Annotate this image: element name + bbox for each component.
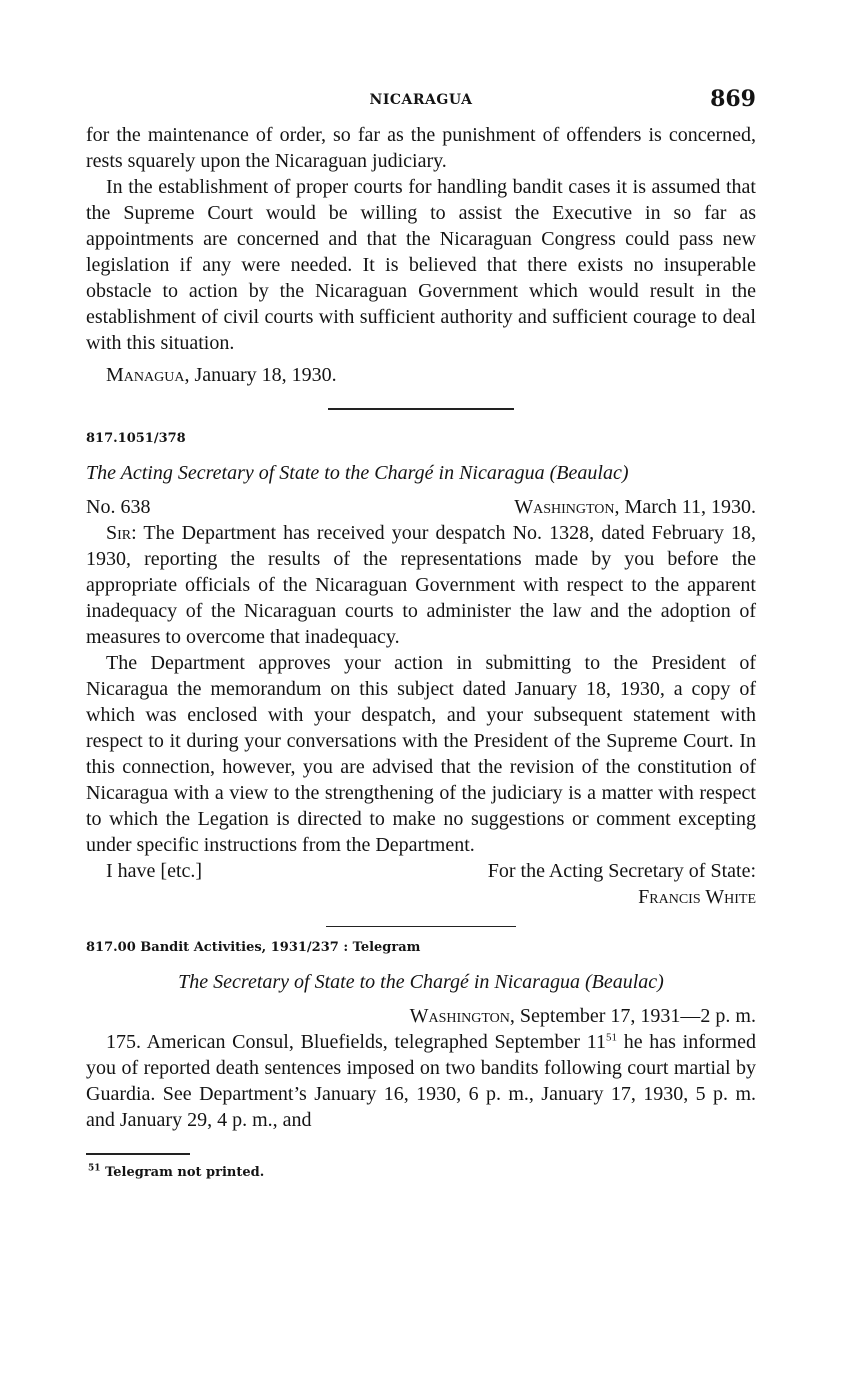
signatory: Francis White: [638, 885, 756, 908]
document-telegram-175: [86, 939, 756, 1133]
closing: I have [etc.]: [106, 859, 203, 882]
page-header: [86, 86, 756, 122]
section-divider: [326, 926, 516, 928]
date-text: , January 18, 1930.: [184, 364, 337, 386]
document-title: The Acting Secretary of State to the Chargé in Nicaragua (Beaulac): [86, 461, 629, 484]
paragraph: In the establishment of proper courts for handling bandit cases it is assumed that the Supreme Court would be willing to assist the Executive in so far as appointments are concerned and that the Nicaraguan Congress could pass new legislation if any were needed. It is believed that there exists no insuperable obstacle to action by the Nicaraguan Government which would result in the establishment of civil courts with sufficient authority and sufficient courage to deal with this situation.: [86, 176, 756, 354]
paragraph: The Department approves your action in submitting to the President of Nicaragua the memorandum on this subject dated January 18, 1930, a copy of which was enclosed with your despatch, and your subsequent statement with respect to it during your conversations with the President of the Supreme Court. In this connection, however, you are advised that the revision of the constitution of Nicaragua with a view to the strengthening of the judiciary is a matter with respect to which the Legation is directed to make no suggestions or comment excepting under specific instructions from the Department.: [86, 651, 756, 856]
section-divider: [328, 408, 514, 410]
paragraph-text: : The Department has received your despatch No. 1328, dated February 18, 1930, reporting the results of the representations made by you before the appropriate officials of the Nicaraguan Government with respect to the apparent inadequacy of the Nicaraguan courts to administer the law and the adoption of measures to overcome that inadequacy.: [86, 521, 756, 648]
memorandum-ending: [86, 122, 756, 388]
footnote-divider: [86, 1153, 190, 1155]
closing-line: [86, 858, 756, 884]
footnote-mark: 51: [88, 1163, 101, 1174]
page-number: 869: [710, 86, 756, 112]
place-date-line: [86, 362, 756, 388]
running-head: NICARAGUA: [369, 92, 473, 108]
file-number: 817.1051/378: [86, 430, 186, 446]
place-name: Washington: [514, 495, 615, 518]
date-text: , September 17, 1931—2 p. m.: [509, 1005, 756, 1027]
place-name: Washington: [409, 1005, 510, 1027]
file-number: 817.00 Bandit Activities, 1931/237 : Telegram: [86, 940, 421, 955]
document-title: The Secretary of State to the Chargé in Nicaragua (Beaulac): [178, 971, 664, 993]
footnote-reference[interactable]: 51: [606, 1031, 617, 1044]
place-name: Managua: [106, 364, 185, 386]
paragraph-text: he has informed you of reported death sentences imposed on two bandits following court martial by Guardia. See Department’s January 16, 1930, 6 p. m., January 17, 1930, 5 p. m. and January 29, 4 p. m., and: [86, 1031, 756, 1131]
footnote: [86, 1165, 756, 1180]
place-date: [86, 1003, 756, 1029]
document-instruction-638: [86, 430, 756, 910]
footnote-text: Telegram not printed.: [105, 1164, 265, 1180]
document-number: No. 638: [86, 495, 151, 518]
date-text: , March 11, 1930.: [614, 495, 756, 518]
paragraph-text: 175. American Consul, Bluefields, telegraphed September 11: [106, 1031, 606, 1053]
signature-for: For the Acting Secretary of State:: [487, 859, 756, 882]
paragraph: for the maintenance of order, so far as the punishment of offenders is concerned, rests squarely upon the Nicaraguan judiciary.: [86, 124, 756, 172]
document-page: [86, 86, 756, 1180]
number-date-line: [86, 494, 756, 520]
paragraph: [86, 1029, 756, 1133]
paragraph: [86, 520, 756, 650]
salutation: Sir: [106, 521, 132, 544]
place-date: [514, 494, 756, 520]
